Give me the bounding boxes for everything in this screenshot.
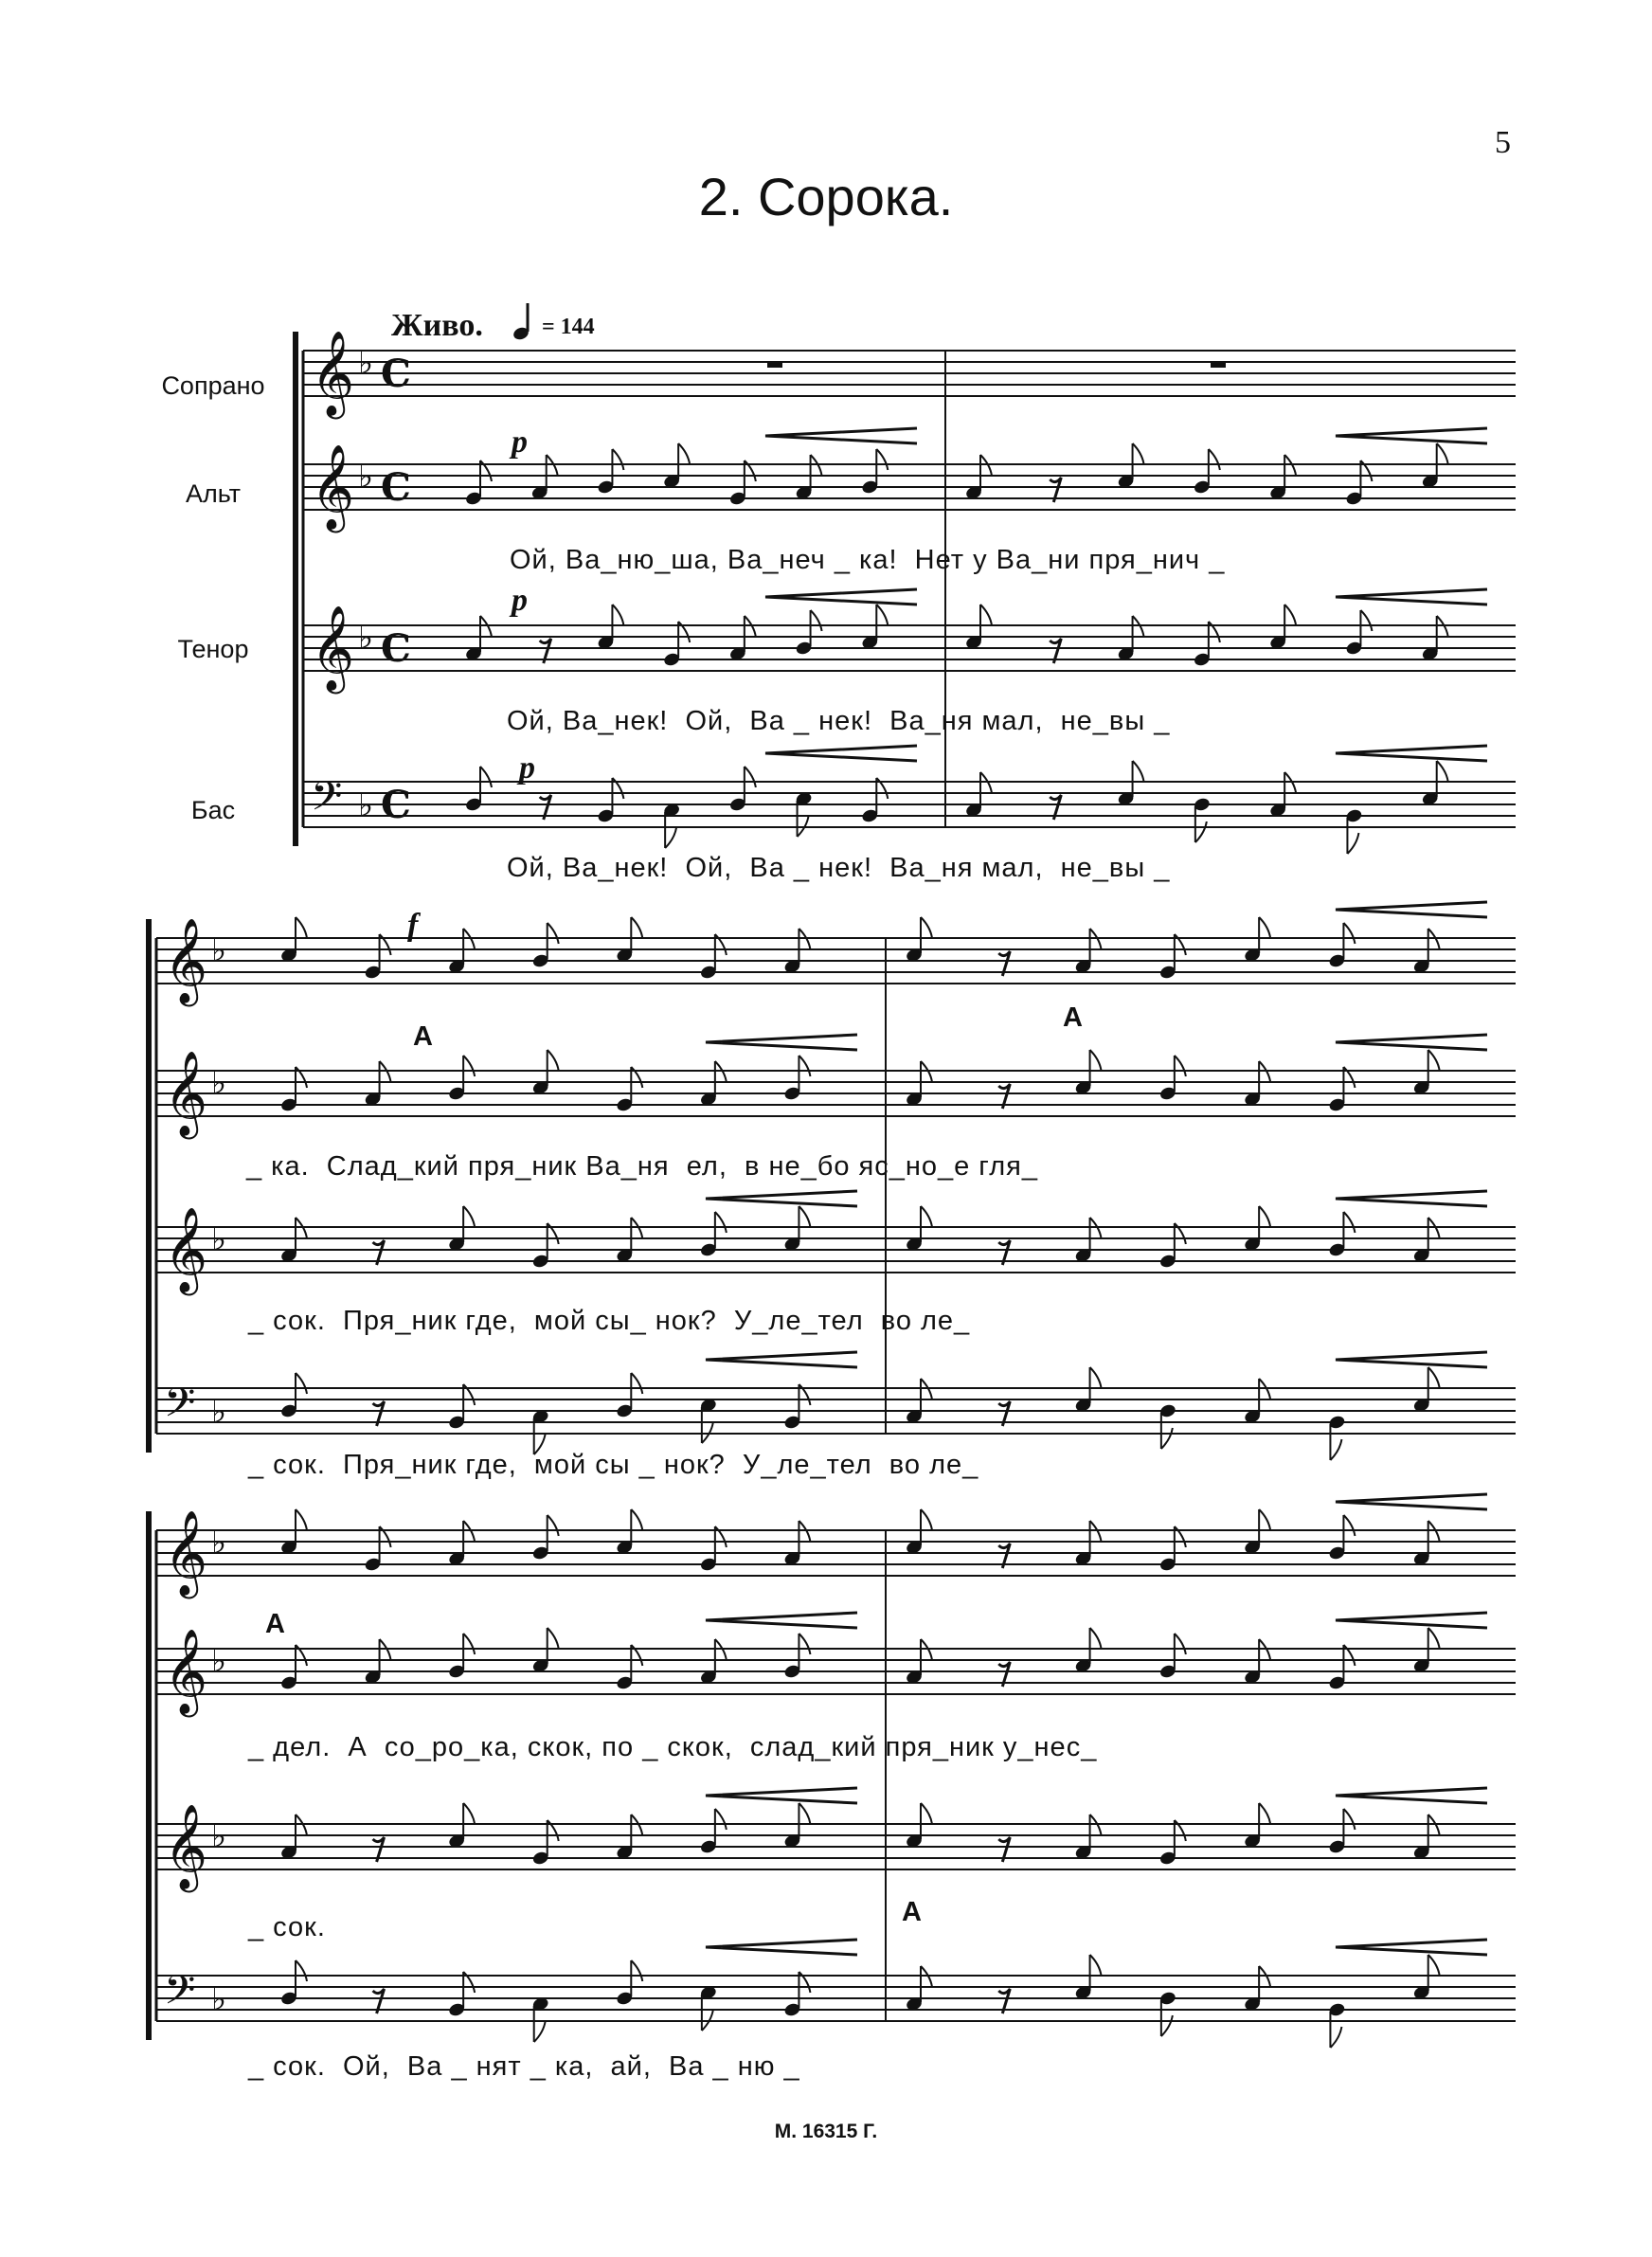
- eighth-note-flag: [548, 1628, 559, 1649]
- eighth-note-flag: [612, 449, 623, 470]
- eighth-note-flag: [876, 449, 888, 470]
- crescendo-hairpin: [765, 428, 917, 443]
- crescendo-hairpin: [1336, 1352, 1487, 1367]
- clef-icon: 𝄢: [164, 1967, 196, 2024]
- lyrics-tenor-system-1: Ой, Ва_нек! Ой, Ва _ нек! Ва_ня мал, не_вы _: [507, 706, 1171, 736]
- eighth-note-flag: [980, 605, 992, 625]
- time-signature-icon: C: [381, 465, 411, 510]
- crescendo-hairpin: [1336, 1035, 1487, 1050]
- eighth-note-flag: [548, 923, 559, 944]
- voice-label-bass: Бас: [190, 796, 236, 824]
- crescendo-hairpin: [706, 1613, 857, 1628]
- lyrics-tenor-system-2: _ сок. Пря_ник где, мой сы_ нок? У_ле_тел во ле_: [248, 1306, 971, 1336]
- eighth-note-flag: [1343, 1809, 1355, 1830]
- eighth-note-flag: [296, 917, 307, 938]
- flat-key-icon: ♭: [211, 1220, 227, 1258]
- eighth-note-flag: [745, 767, 756, 787]
- eighth-note-flag: [1343, 923, 1355, 944]
- eighth-note-flag: [463, 1803, 475, 1824]
- page-title: 2. Сорока.: [698, 167, 954, 226]
- lyrics-soprano-system-2b: А: [1063, 1002, 1084, 1033]
- tempo-marking: Живо.: [391, 308, 483, 343]
- eighth-note-flag: [1428, 1955, 1440, 1976]
- clef-icon: 𝄢: [311, 773, 343, 830]
- metronome-value: = 144: [542, 315, 595, 339]
- lyrics-alto-system-3: _ дел. А со_ро_ка, скок, по _ скок, слад_кий пря_ник у_нес_: [248, 1732, 1098, 1762]
- crescendo-hairpin: [706, 1940, 857, 1955]
- eighth-note-flag: [1347, 833, 1358, 854]
- flat-key-icon: ♭: [358, 786, 374, 824]
- flat-key-icon: ♭: [211, 1393, 227, 1431]
- whole-rest-icon: [1211, 362, 1226, 368]
- crescendo-hairpin: [1336, 1788, 1487, 1803]
- eighth-note-flag: [1330, 1439, 1341, 1460]
- clef-icon: 𝄞: [311, 331, 355, 416]
- eighth-note-flag: [1437, 443, 1448, 464]
- crescendo-hairpin: [1336, 1613, 1487, 1628]
- eighth-note-flag: [1161, 2015, 1173, 2036]
- eighth-note-flag: [1428, 1050, 1440, 1071]
- whole-rest-icon: [767, 362, 782, 368]
- eighth-note-flag: [1437, 761, 1448, 782]
- eighth-note-flag: [1161, 1428, 1173, 1449]
- clef-icon: 𝄞: [164, 1629, 208, 1714]
- eighth-note-flag: [612, 605, 623, 625]
- eighth-note-flag: [1284, 605, 1296, 625]
- plate-number: М. 16315 Г.: [774, 2121, 878, 2142]
- eighth-note-flag: [1133, 443, 1144, 464]
- voice-label-tenor: Тенор: [177, 635, 249, 663]
- eighth-note-flag: [921, 1803, 932, 1824]
- crescendo-hairpin: [706, 1191, 857, 1206]
- dynamic-piano-alto: p: [512, 424, 528, 460]
- flat-key-icon: ♭: [358, 458, 374, 496]
- eighth-note-flag: [1090, 1955, 1102, 1976]
- clef-icon: 𝄢: [164, 1380, 196, 1436]
- lyrics-soprano-system-3: А: [265, 1609, 286, 1639]
- eighth-note-flag: [534, 2021, 546, 2042]
- eighth-note-flag: [548, 1050, 559, 1071]
- eighth-note-flag: [1090, 1628, 1102, 1649]
- crescendo-hairpin: [1336, 428, 1487, 443]
- eighth-note-flag: [811, 610, 822, 631]
- eighth-note-flag: [799, 1803, 810, 1824]
- eighth-note-flag: [876, 605, 888, 625]
- eighth-note-flag: [1360, 610, 1372, 631]
- eighth-note-flag: [296, 1960, 307, 1981]
- clef-icon: 𝄞: [311, 605, 355, 691]
- eighth-note-flag: [715, 1212, 727, 1233]
- crescendo-hairpin: [706, 1035, 857, 1050]
- time-signature-icon: C: [381, 626, 411, 671]
- eighth-note-flag: [548, 1515, 559, 1536]
- eighth-note-flag: [1343, 1212, 1355, 1233]
- lyrics-bass-system-3: _ сок. Ой, Ва _ нят _ ка, ай, Ва _ ню _: [248, 2051, 800, 2082]
- flat-key-icon: ♭: [358, 619, 374, 657]
- eighth-note-flag: [799, 1206, 810, 1227]
- crescendo-hairpin: [1336, 1191, 1487, 1206]
- clef-icon: 𝄞: [164, 1207, 208, 1292]
- eighth-note-flag: [715, 1809, 727, 1830]
- clef-icon: 𝄞: [164, 918, 208, 1003]
- eighth-note-flag: [463, 1634, 475, 1654]
- eighth-note-flag: [921, 1206, 932, 1227]
- eighth-note-flag: [1090, 1050, 1102, 1071]
- eighth-note-flag: [1195, 822, 1207, 842]
- eighth-note-flag: [1428, 1628, 1440, 1649]
- time-signature-icon: C: [381, 783, 411, 827]
- eighth-note-flag: [799, 1634, 810, 1654]
- flat-key-icon: ♭: [211, 1980, 227, 2018]
- page-number: 5: [1495, 125, 1511, 160]
- eighth-note-flag: [631, 1373, 642, 1394]
- clef-icon: 𝄞: [164, 1510, 208, 1596]
- dynamic-piano-bass: p: [519, 750, 535, 785]
- eighth-note-flag: [1343, 1515, 1355, 1536]
- flat-key-icon: ♭: [211, 1817, 227, 1855]
- crescendo-hairpin: [1336, 1494, 1487, 1509]
- eighth-note-flag: [921, 1509, 932, 1530]
- eighth-note-flag: [480, 767, 492, 787]
- crescendo-hairpin: [706, 1352, 857, 1367]
- eighth-note-flag: [463, 1206, 475, 1227]
- eighth-note-flag: [921, 917, 932, 938]
- flat-key-icon: ♭: [358, 344, 374, 382]
- eighth-note-flag: [463, 1056, 475, 1076]
- eighth-note-flag: [296, 1373, 307, 1394]
- eighth-note-flag: [631, 917, 642, 938]
- lyrics-bass-system-2: _ сок. Пря_ник где, мой сы _ нок? У_ле_тел во ле_: [248, 1450, 979, 1480]
- flat-key-icon: ♭: [211, 1524, 227, 1562]
- crescendo-hairpin: [706, 1788, 857, 1803]
- eighth-note-flag: [1090, 1367, 1102, 1388]
- eighth-note-flag: [1259, 1206, 1270, 1227]
- lyrics-tenor-system-3: _ сок.: [248, 1912, 326, 1942]
- voice-label-soprano: Сопрано: [161, 371, 265, 400]
- voice-label-alto: Альт: [185, 479, 242, 508]
- flat-key-icon: ♭: [211, 1642, 227, 1680]
- eighth-note-flag: [678, 443, 690, 464]
- eighth-note-flag: [665, 827, 676, 848]
- crescendo-hairpin: [1336, 902, 1487, 917]
- eighth-note-flag: [1259, 917, 1270, 938]
- time-signature-icon: C: [381, 352, 411, 396]
- flat-key-icon: ♭: [211, 1064, 227, 1102]
- clef-icon: 𝄞: [164, 1804, 208, 1889]
- eighth-note-flag: [1175, 1056, 1186, 1076]
- lyrics-soprano-system-2: А: [413, 1021, 434, 1052]
- clef-icon: 𝄞: [311, 444, 355, 530]
- eighth-note-flag: [799, 1056, 810, 1076]
- eighth-note-flag: [631, 1960, 642, 1981]
- flat-key-icon: ♭: [211, 931, 227, 969]
- clef-icon: 𝄞: [164, 1051, 208, 1136]
- lyrics-alto-system-1: Ой, Ва_ню_ша, Ва_неч _ ка! Нет у Ва_ни пря_нич _: [510, 545, 1226, 575]
- crescendo-hairpin: [765, 589, 917, 605]
- crescendo-hairpin: [765, 746, 917, 761]
- lyrics-alto-system-2: _ ка. Слад_кий пря_ник Ва_ня ел, в не_бо яс_но_е гля_: [246, 1151, 1038, 1182]
- eighth-note-flag: [1175, 1634, 1186, 1654]
- dynamic-piano-tenor: p: [512, 583, 528, 618]
- eighth-note-flag: [296, 1509, 307, 1530]
- crescendo-hairpin: [1336, 589, 1487, 605]
- eighth-note-flag: [631, 1509, 642, 1530]
- eighth-note-flag: [1259, 1803, 1270, 1824]
- eighth-note-flag: [1259, 1509, 1270, 1530]
- crescendo-hairpin: [1336, 1940, 1487, 1955]
- lyrics-tenor-system-3b: А: [902, 1897, 923, 1927]
- eighth-note-flag: [1330, 2027, 1341, 2048]
- crescendo-hairpin: [1336, 746, 1487, 761]
- dynamic-forte-soprano: f: [407, 908, 419, 943]
- eighth-note-flag: [1428, 1367, 1440, 1388]
- eighth-note-flag: [1133, 761, 1144, 782]
- lyrics-bass-system-1: Ой, Ва_нек! Ой, Ва _ нек! Ва_ня мал, не_вы _: [507, 853, 1171, 883]
- eighth-note-flag: [1209, 449, 1220, 470]
